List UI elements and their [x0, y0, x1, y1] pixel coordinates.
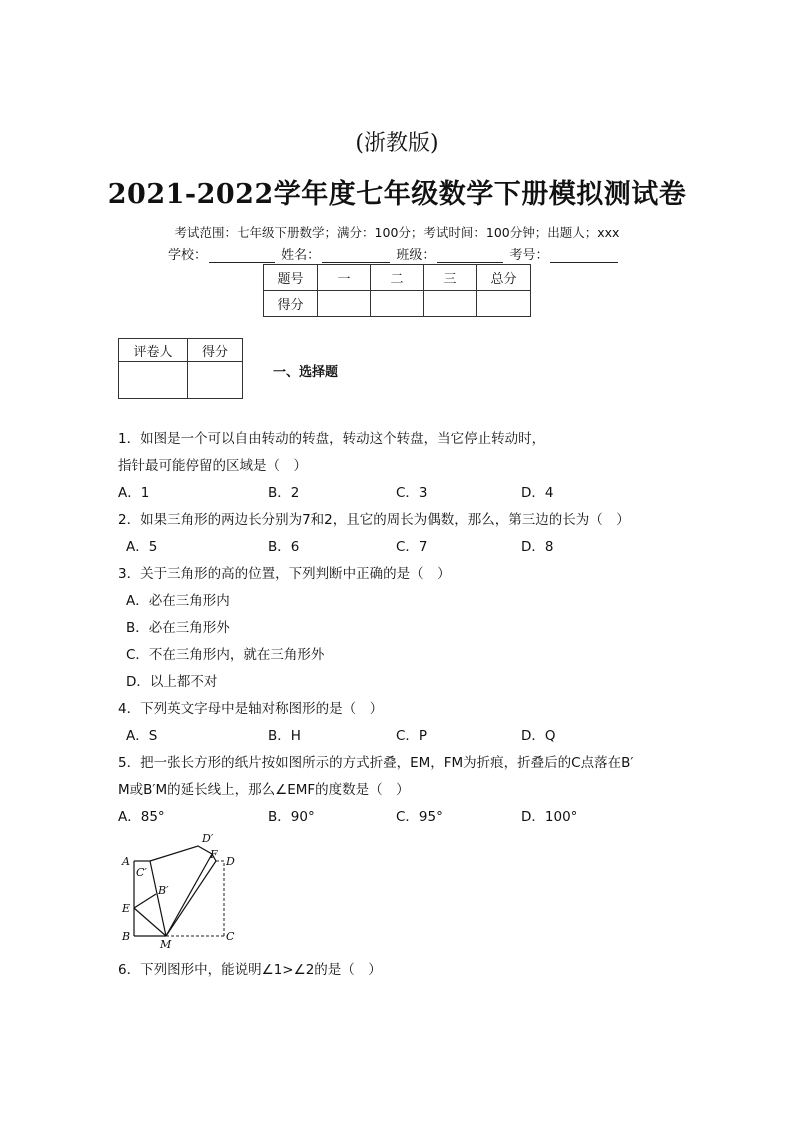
grader-table-header-row — [119, 339, 243, 362]
question-2-option-c[interactable]: C．7 — [396, 539, 428, 555]
question-5-option-d[interactable]: D．100° — [521, 809, 578, 825]
section-title: 一、选择题 — [273, 365, 339, 380]
score-table — [263, 264, 531, 317]
score-table-header-row — [264, 265, 531, 291]
label-e: E — [122, 902, 131, 915]
class-blank[interactable] — [437, 248, 503, 263]
label-a: A — [122, 855, 130, 868]
question-4-option-c[interactable]: C．P — [396, 728, 428, 744]
question-3-option-b[interactable]: B．必在三角形外 — [126, 620, 230, 636]
score-cell[interactable] — [424, 291, 477, 317]
label-d: D — [226, 855, 235, 868]
question-4-option-a[interactable]: A．S — [126, 728, 158, 744]
school-label: 学校： — [168, 248, 208, 263]
score-header-cell: 三 — [424, 265, 477, 291]
score-cell[interactable] — [477, 291, 531, 317]
school-blank[interactable] — [209, 248, 275, 263]
question-3-option-d[interactable]: D．以上都不对 — [126, 674, 218, 690]
name-blank[interactable] — [322, 248, 390, 263]
score-row-label: 得分 — [264, 291, 318, 317]
edition-label: (浙教版) — [355, 131, 439, 156]
class-label: 班级： — [396, 248, 436, 263]
question-5-line-2: M或B′M的延长线上，那么∠EMF的度数是（ ） — [118, 782, 410, 798]
number-label: 考号： — [509, 248, 549, 263]
question-1-option-c[interactable]: C．3 — [396, 485, 428, 501]
question-3-line-1: 3．关于三角形的高的位置，下列判断中正确的是（ ） — [118, 566, 451, 582]
exam-title: 2021-2022学年度七年级数学下册模拟测试卷 — [107, 179, 687, 210]
question-5-option-b[interactable]: B．90° — [268, 809, 315, 825]
score-header-cell: 一 — [318, 265, 371, 291]
question-1-option-b[interactable]: B．2 — [268, 485, 300, 501]
question-2-line-1: 2．如果三角形的两边长分别为7和2，且它的周长为偶数，那么，第三边的长为（ ） — [118, 512, 630, 528]
student-info-line — [168, 244, 620, 263]
score-table-score-row — [264, 291, 531, 317]
name-label: 姓名： — [281, 248, 321, 263]
label-f: F — [210, 848, 218, 861]
label-c: C — [226, 930, 235, 943]
score-header-cell: 二 — [371, 265, 424, 291]
question-1-line-2: 指针最可能停留的区域是（ ） — [118, 458, 307, 474]
label-b-prime: B′ — [158, 884, 169, 897]
grader-table — [118, 338, 243, 399]
question-1-line-1: 1．如图是一个可以自由转动的转盘，转动这个转盘，当它停止转动时， — [118, 431, 546, 447]
grader-header-cell: 得分 — [188, 339, 243, 362]
number-blank[interactable] — [550, 248, 618, 263]
label-d-prime: D′ — [202, 832, 214, 845]
question-2-option-d[interactable]: D．8 — [521, 539, 554, 555]
label-c-prime: C′ — [136, 866, 147, 879]
question-4-option-d[interactable]: D．Q — [521, 728, 556, 744]
score-header-cell: 总分 — [477, 265, 531, 291]
question-3-option-c[interactable]: C．不在三角形内，就在三角形外 — [126, 647, 325, 663]
question-1-option-d[interactable]: D．4 — [521, 485, 554, 501]
question-6-line-1: 6．下列图形中，能说明∠1>∠2的是（ ） — [118, 962, 382, 978]
score-cell[interactable] — [371, 291, 424, 317]
question-3-option-a[interactable]: A．必在三角形内 — [126, 593, 230, 609]
grader-header-cell: 评卷人 — [119, 339, 188, 362]
question-5-option-a[interactable]: A．85° — [118, 809, 165, 825]
label-m: M — [160, 938, 172, 950]
question-2-option-a[interactable]: A．5 — [126, 539, 158, 555]
fold-line-fm — [166, 861, 216, 936]
exam-meta: 考试范围：七年级下册数学；满分：100分；考试时间：100分钟；出题人；xxx — [174, 225, 620, 240]
folded-eb-prime — [134, 894, 156, 908]
question-2-option-b[interactable]: B．6 — [268, 539, 300, 555]
question-4-option-b[interactable]: B．H — [268, 728, 301, 744]
score-header-cell: 题号 — [264, 265, 318, 291]
label-b: B — [122, 930, 131, 943]
grader-table-body-row — [119, 362, 243, 399]
question-5-line-1: 5．把一张长方形的纸片按如图所示的方式折叠，EM，FM为折痕，折叠后的C点落在B′ — [118, 755, 634, 771]
grader-cell[interactable] — [119, 362, 188, 399]
question-5-option-c[interactable]: C．95° — [396, 809, 443, 825]
score-cell[interactable] — [318, 291, 371, 317]
question-1-option-a[interactable]: A．1 — [118, 485, 150, 501]
grader-cell[interactable] — [188, 362, 243, 399]
question-4-line-1: 4．下列英文字母中是轴对称图形的是（ ） — [118, 701, 384, 717]
fold-figure — [112, 828, 252, 950]
